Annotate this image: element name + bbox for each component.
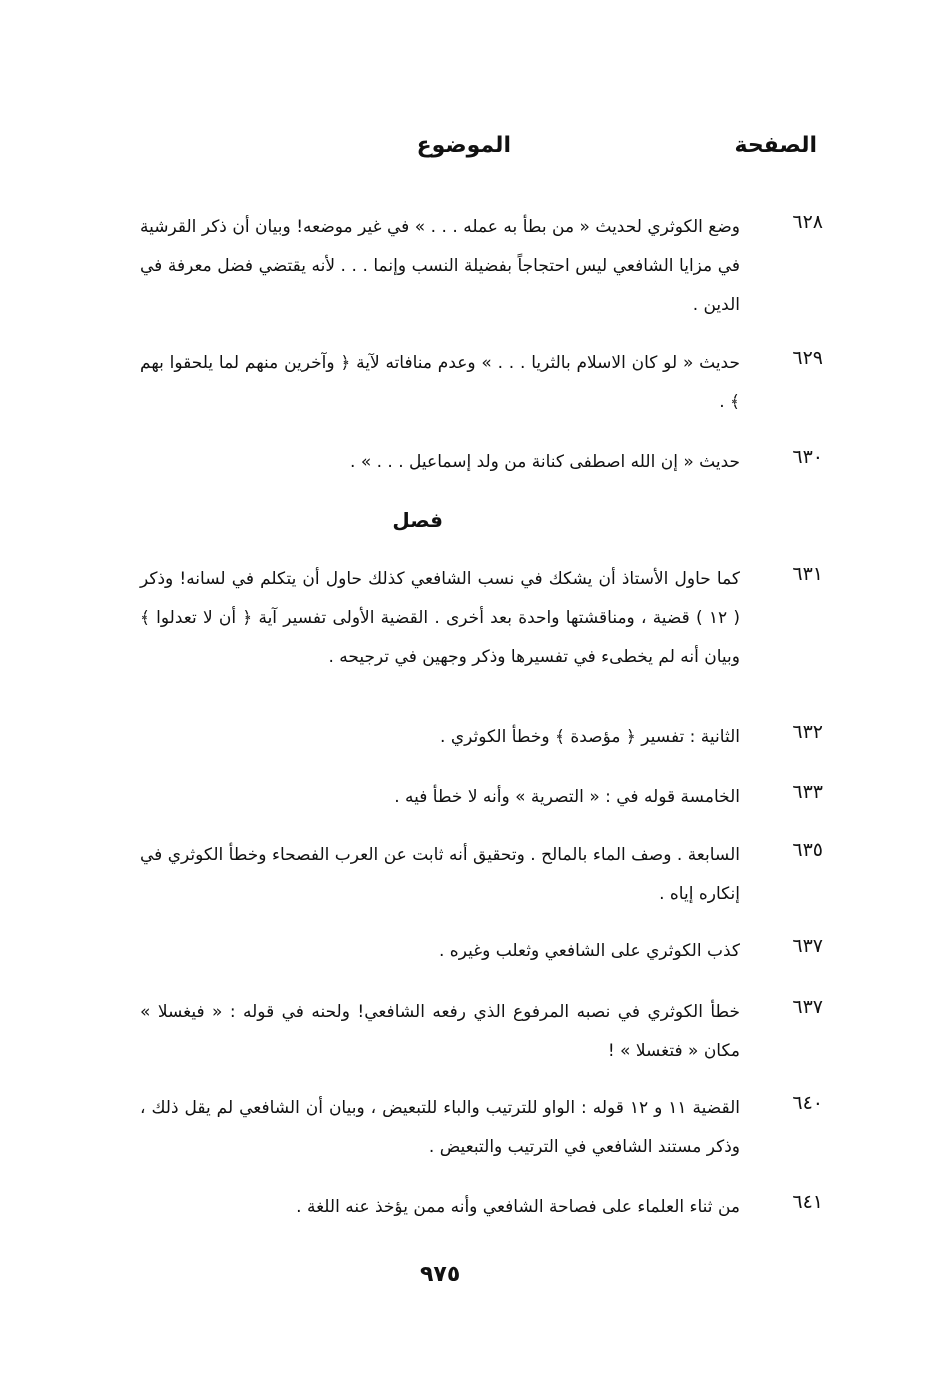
entry-page-number: ٦٣٣ bbox=[792, 781, 823, 803]
entry-page-number: ٦٣٠ bbox=[792, 446, 823, 468]
index-entry bbox=[108, 718, 823, 757]
index-entry bbox=[108, 560, 823, 677]
entry-page-number: ٦٣٢ bbox=[792, 721, 823, 743]
index-entry bbox=[108, 443, 823, 482]
index-entry bbox=[108, 778, 823, 817]
entry-text: حديث « إن الله اصطفى كنانة من ولد إسماعيل . . . » . bbox=[350, 452, 740, 472]
entry-text: كما حاول الأستاذ أن يشكك في نسب الشافعي كذلك حاول أن يتكلم في لسانه! وذكر ( ١٢ ) قضية ، ومناقشتها واحدة بعد أخرى . القضية الأولى تفسير آية ﴿ أن لا تعدلوا ﴾ وبيان أنه لم يخطىء في تفسيرها وذكر وجهين في ترجيحه . bbox=[140, 569, 740, 667]
index-entry bbox=[108, 344, 823, 422]
index-entry bbox=[108, 836, 823, 914]
topic-column-header: الموضوع bbox=[416, 133, 511, 158]
section-heading: فصل bbox=[392, 508, 443, 532]
entry-text: الثانية : تفسير ﴿ مؤصدة ﴾ وخطأ الكوثري . bbox=[440, 727, 740, 747]
entry-page-number: ٦٣٧ bbox=[792, 996, 823, 1018]
entry-page-number: ٦٣٧ bbox=[792, 935, 823, 957]
entry-page-number: ٦٤٠ bbox=[792, 1092, 823, 1114]
entry-page-number: ٦٢٨ bbox=[792, 211, 823, 233]
page-number: ٩٧٥ bbox=[420, 1262, 461, 1287]
index-entry bbox=[108, 208, 823, 325]
entry-page-number: ٦٢٩ bbox=[792, 347, 823, 369]
index-entry bbox=[108, 1188, 823, 1227]
entry-text: القضية ١١ و ١٢ قوله : الواو للترتيب والباء للتبعيض ، وبيان أن الشافعي لم يقل ذلك ، وذكر مستند الشافعي في الترتيب والتبعيض . bbox=[140, 1098, 740, 1157]
entry-page-number: ٦٣٥ bbox=[792, 839, 823, 861]
index-entry bbox=[108, 932, 823, 971]
entry-text: حديث « لو كان الاسلام بالثريا . . . » وعدم منافاته لآية ﴿ وآخرين منهم لما يلحقوا بهم ﴾ . bbox=[140, 353, 740, 412]
entry-text: السابعة . وصف الماء بالمالح . وتحقيق أنه ثابت عن العرب الفصحاء وخطأ الكوثري في إنكاره إياه . bbox=[140, 845, 740, 904]
entry-page-number: ٦٣١ bbox=[792, 563, 823, 585]
page-column-header: الصفحة bbox=[734, 133, 817, 158]
index-entry bbox=[108, 1089, 823, 1167]
entry-text: خطأ الكوثري في نصبه المرفوع الذي رفعه الشافعي! ولحنه في قوله : « فيغسلا » مكان « فتغسلا » ! bbox=[140, 1002, 740, 1061]
entry-text: كذب الكوثري على الشافعي وثعلب وغيره . bbox=[438, 941, 740, 961]
entry-text: وضع الكوثري لحديث « من بطأ به عمله . . . » في غير موضعه! وبيان أن ذكر القرشية في مزايا الشافعي ليس احتجاجاً بفضيلة النسب وإنما . . . لأنه يقتضي فضل معرفة في الدين . bbox=[140, 217, 740, 315]
index-entry bbox=[108, 993, 823, 1071]
entry-page-number: ٦٤١ bbox=[792, 1191, 823, 1213]
entry-text: الخامسة قوله في : « التصرية » وأنه لا خطأ فيه . bbox=[394, 787, 740, 807]
entry-text: من ثناء العلماء على فصاحة الشافعي وأنه ممن يؤخذ عنه اللغة . bbox=[296, 1197, 740, 1217]
